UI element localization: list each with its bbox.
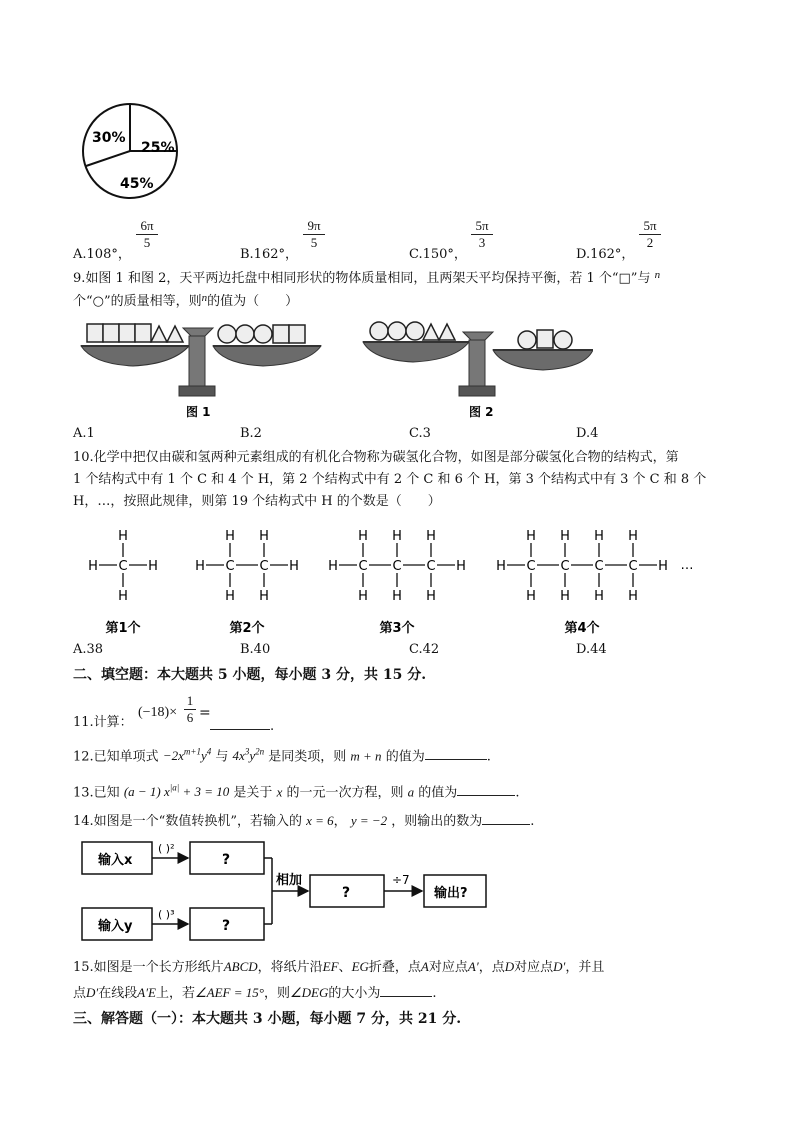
hydrogen-atom: H [526, 529, 536, 544]
q10-option-a: A.38 [73, 642, 104, 657]
hydrogen-atom: H [392, 529, 402, 544]
carbon-atom: C [594, 559, 604, 574]
hydrogen-atom: H [594, 589, 604, 604]
hydrogen-atom: H [148, 559, 158, 574]
q10-option-b: B.40 [240, 642, 271, 657]
q9-option-a: A.1 [73, 426, 95, 441]
q8-option-a-fraction: $\frac{6\pi}{5}$ [136, 218, 158, 251]
hydrogen-atom: H [118, 589, 128, 604]
carbon-atom: C [426, 559, 436, 574]
hydrogen-atom: H [456, 559, 466, 574]
q12-answer-blank[interactable] [425, 747, 487, 760]
carbon-atom: C [118, 559, 128, 574]
fig1-caption: 图 1 [186, 405, 211, 419]
carbon-atom: C [628, 559, 638, 574]
carbon-atom: C [526, 559, 536, 574]
fig2-caption: 图 2 [469, 405, 494, 419]
hydrogen-atom: H [560, 589, 570, 604]
q9-option-d: D.4 [576, 426, 599, 441]
hydrogen-atom: H [225, 589, 235, 604]
hydrocarbon-structures [78, 515, 708, 640]
q11-answer-blank[interactable]: . [210, 714, 274, 734]
q9-option-b: B.2 [240, 426, 262, 441]
carbon-atom: C [392, 559, 402, 574]
q10-line1: 10.化学中把仅由碳和氢两种元素组成的有机化合物称为碳氢化合物，如图是部分碳氢化合物的结构式，第 [73, 450, 679, 465]
hydrogen-atom: H [225, 529, 235, 544]
hydrogen-atom: H [658, 559, 668, 574]
pie-label-30: 30% [92, 130, 126, 146]
pie-label-25: 25% [141, 140, 175, 156]
ellipsis: … [680, 558, 694, 573]
q9-line2: 个“○”的质量相等，则$^n$的值为（ ） [73, 292, 299, 309]
q14-line: 14.如图是一个“数值转换机”，若输入的 x = 6， y = −2 ，则输出的数为 . [73, 813, 535, 829]
q11-equals: = [199, 705, 211, 721]
hydrogen-atom: H [195, 559, 205, 574]
carbon-atom: C [560, 559, 570, 574]
hydrogen-atom: H [358, 529, 368, 544]
q8-option-a: A.108°， [73, 247, 131, 262]
q10-option-d: D.44 [576, 642, 607, 657]
hydrogen-atom: H [358, 589, 368, 604]
balance-figure-1 [81, 324, 321, 419]
add-label: 相加 [276, 873, 303, 888]
section-3-heading: 三、解答题（一）：本大题共 3 小题，每小题 7 分，共 21 分. [73, 1011, 462, 1027]
sum-result-box: ? [342, 885, 351, 901]
q9-option-c: C.3 [409, 426, 431, 441]
section-2-heading: 二、填空题：本大题共 5 小题，每小题 3 分，共 15 分. [73, 667, 427, 683]
hydrogen-atom: H [560, 529, 570, 544]
divide-label: ÷7 [392, 873, 410, 887]
hydrogen-atom: H [526, 589, 536, 604]
q8-option-c: C.150°， [409, 247, 467, 262]
hydrogen-atom: H [628, 589, 638, 604]
q10-line2: 1 个结构式中有 1 个 C 和 4 个 H，第 2 个结构式中有 2 个 C 和 6 个 H，第 3 个结构式中有 3 个 C 和 8 个 [73, 472, 707, 487]
cube-label: ( )³ [158, 908, 175, 921]
q15-line2: 点D′在线段A′E上，若∠AEF = 15°，则∠DEG的大小为 . [73, 985, 437, 1001]
hydrogen-atom: H [426, 589, 436, 604]
cube-result-box: ? [222, 918, 231, 934]
hydrogen-atom: H [259, 529, 269, 544]
q10-option-c: C.42 [409, 642, 440, 657]
square-result-box: ? [222, 852, 231, 868]
hydrogen-atom: H [594, 529, 604, 544]
output-box: 输出? [434, 886, 468, 901]
hydrogen-atom: H [289, 559, 299, 574]
hydrogen-atom: H [426, 529, 436, 544]
structure-caption: 第3个 [379, 621, 415, 636]
pie-label-45: 45% [120, 176, 154, 192]
hydrogen-atom: H [496, 559, 506, 574]
pie-chart [78, 100, 188, 200]
q15-answer-blank[interactable] [380, 984, 432, 997]
q13-answer-blank[interactable] [457, 783, 515, 796]
number-converter-diagram [78, 838, 488, 948]
q11-expression-left: (−18)× [138, 705, 178, 720]
q9-line1: 9.如图 1 和图 2，天平两边托盘中相同形状的物体质量相同，且两架天平均保持平衡，若 1 个“□”与 $^n$ [73, 269, 661, 286]
q15-line1: 15.如图是一个长方形纸片ABCD，将纸片沿EF、EG折叠，点A对应点A′，点D对应点D′，并且 [73, 959, 605, 975]
hydrogen-atom: H [88, 559, 98, 574]
hydrogen-atom: H [628, 529, 638, 544]
square-label: ( )² [158, 842, 175, 855]
q8-option-b: B.162°， [240, 247, 298, 262]
structure-caption: 第4个 [564, 621, 600, 636]
input-y-box: 输入y [98, 919, 133, 934]
q11-prefix: 11.计算： [73, 715, 133, 730]
structure-caption: 第1个 [105, 621, 141, 636]
q8-option-b-fraction: $\frac{9\pi}{5}$ [303, 218, 325, 251]
structure-caption: 第2个 [229, 621, 265, 636]
hydrogen-atom: H [259, 589, 269, 604]
carbon-atom: C [358, 559, 368, 574]
hydrogen-atom: H [118, 529, 128, 544]
carbon-atom: C [259, 559, 269, 574]
hydrogen-atom: H [392, 589, 402, 604]
q13-line: 13.已知 (a − 1) $x^{|a|} + 3 = 10$ 是关于 x 的一元一次方程，则 a 的值为 . [73, 783, 520, 801]
q12-line: 12.已知单项式 $-2x^{m+1}y^4$ 与 $4x^3y^{2n}$ 是同类项，则 m + n 的值为 . [73, 747, 491, 765]
carbon-atom: C [225, 559, 235, 574]
balance-figures [73, 312, 593, 424]
q11-fraction: $\frac{1}{6}$ [184, 693, 196, 726]
q14-answer-blank[interactable] [482, 812, 530, 825]
input-x-box: 输入x [98, 853, 133, 868]
q10-line3: H，…，按照此规律，则第 19 个结构式中 H 的个数是（ ） [73, 494, 441, 509]
q8-option-d-fraction: $\frac{5\pi}{2}$ [639, 218, 661, 251]
q8-option-c-fraction: $\frac{5\pi}{3}$ [471, 218, 493, 251]
balance-figure-2 [363, 322, 593, 419]
hydrogen-atom: H [328, 559, 338, 574]
q8-option-d: D.162°， [576, 247, 635, 262]
